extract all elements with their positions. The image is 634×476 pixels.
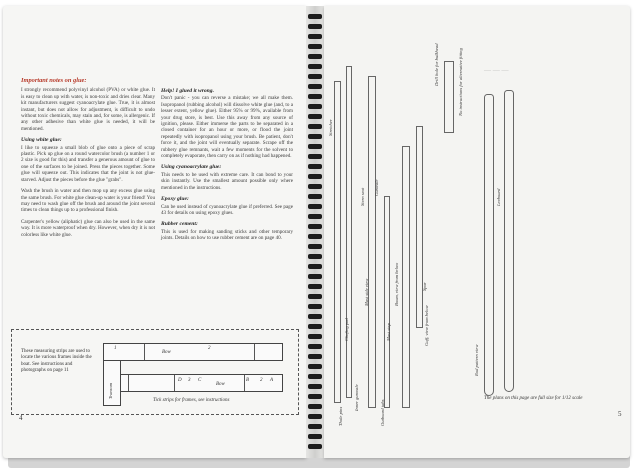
strip-letter: D — [178, 378, 182, 383]
spiral-coil — [308, 64, 322, 69]
spiral-coil — [308, 304, 322, 309]
label-rod-pattern: Rod pattern view — [474, 344, 479, 376]
spiral-booklet — [3, 6, 631, 464]
label-spar: Spar — [422, 282, 427, 291]
spiral-coil — [308, 34, 322, 39]
label-inner-gunwale: Inner gunwale — [354, 384, 359, 411]
spiral-coil — [308, 14, 322, 19]
label-no-instructions: No instructions for alternative fitting — [458, 48, 463, 116]
strip-letter: A — [270, 378, 274, 383]
spiral-coil — [308, 264, 322, 269]
right-page — [324, 6, 630, 458]
plan-leeboard-left — [484, 94, 494, 396]
label-leeboard: Leeboard — [496, 188, 501, 206]
strip-tick — [174, 375, 175, 391]
white-glue-paragraph: I like to squeeze a small blob of glue onto a piece of scrap plastic. Pick up glue on a round watercolor brush (a number 1 or 2 size is good for this) and transfer a generous amount of glue to one of the surfaces to be joined. Press the pieces together. Some glue will squeeze out. This indicates that the joint is not glue-starved. Adjust the pieces before the glue "grabs". — [21, 144, 155, 183]
spiral-coil — [308, 154, 322, 159]
heading-notes-on-glue: Important notes on glue: — [21, 77, 87, 84]
label-gaff: Gaff, view from below — [424, 305, 429, 346]
strip-tick — [244, 375, 245, 391]
spiral-coil — [308, 334, 322, 339]
spiral-coil — [308, 364, 322, 369]
spiral-coil — [308, 314, 322, 319]
spiral-coil — [308, 434, 322, 439]
strip-tick — [144, 344, 145, 360]
spiral-coil — [308, 324, 322, 329]
strip-letter: B — [246, 378, 250, 383]
spiral-binding — [308, 14, 322, 454]
spiral-coil — [308, 94, 322, 99]
spiral-coil — [308, 24, 322, 29]
plan-leeboard-right — [504, 90, 514, 392]
heading-cyanoacrylate: Using cyanoacrylate glue: — [161, 164, 222, 171]
cyanoacrylate-paragraph: This needs to be used with extreme care. It can bond to your skin instantly. Use the smallest amount possible only where mentioned in the instructions. — [161, 171, 293, 191]
plan-bulkhead — [444, 61, 454, 133]
strip-letter: 3 — [188, 378, 191, 383]
spiral-coil — [308, 164, 322, 169]
spiral-coil — [308, 84, 322, 89]
left-column — [21, 78, 155, 243]
spiral-coil — [308, 384, 322, 389]
spiral-coil — [308, 214, 322, 219]
spiral-coil — [308, 124, 322, 129]
spiral-coil — [308, 444, 322, 449]
spiral-coil — [308, 244, 322, 249]
strip-number: 1 — [114, 346, 117, 351]
strip-number: 2 — [208, 346, 211, 351]
label-stern-seat: Stern seat — [360, 187, 365, 206]
spiral-coil — [308, 54, 322, 59]
spiral-coil — [308, 194, 322, 199]
plan-mast — [368, 76, 376, 408]
spiral-coil — [308, 174, 322, 179]
spiral-coil — [308, 114, 322, 119]
transom-strip — [103, 360, 121, 406]
spiral-coil — [308, 294, 322, 299]
heading-rubber-cement: Rubber cement: — [161, 221, 198, 228]
measuring-strips-note: These measuring strips are used to locate the various frames inside the boat. See instructions and photographs on page 11 — [21, 349, 92, 373]
strip-label-bow: Bow — [162, 350, 171, 355]
plan-stretcher — [334, 81, 341, 403]
spiral-coil — [308, 134, 322, 139]
plan-inner-gunwale — [346, 66, 352, 398]
strip-letter: C — [198, 378, 202, 383]
spiral-coil — [308, 104, 322, 109]
strip-label-transom: Transom — [108, 382, 113, 399]
spiral-coil — [308, 144, 322, 149]
heading-help: Help! I glued it wrong. — [161, 88, 214, 94]
strip-tick — [254, 344, 255, 360]
spiral-coil — [308, 284, 322, 289]
label-stretcher: Stretcher — [328, 119, 333, 136]
plans-caption: The plans on this page are full size for 1/12 scale — [484, 396, 583, 401]
show-through-text: — — — — [484, 66, 509, 74]
spiral-coil — [308, 204, 322, 209]
spiral-coil — [308, 414, 322, 419]
spiral-coil — [308, 274, 322, 279]
strip-tick — [128, 375, 129, 391]
strip-caption: Tick strips for frames, see instructions — [153, 398, 230, 403]
label-drill-hole: Drill hole for bulkhead — [434, 43, 439, 86]
plan-gaff — [416, 126, 423, 328]
epoxy-paragraph: Can be used instead of cyanoacrylate glue if preferred. See page 43 for details on using epoxy glues. — [161, 203, 293, 216]
tick-strip-top — [103, 343, 283, 361]
spiral-coil — [308, 234, 322, 239]
label-mast-step: Mast step — [386, 323, 391, 341]
strip-letter: 2 — [260, 378, 263, 383]
spiral-coil — [308, 354, 322, 359]
spiral-coil — [308, 374, 322, 379]
spiral-coil — [308, 224, 322, 229]
carpenter-glue-paragraph: Carpenter's yellow (aliphatic) glue can also be used in the same way. It is more waterproof when dry. However, when dry it is not colorless like white glue. — [21, 218, 155, 238]
spiral-coil — [308, 74, 322, 79]
rubber-cement-paragraph: This is used for making sanding sticks and other temporary joints. Details on how to use rubber cement are on page 40. — [161, 228, 293, 242]
heading-using-white-glue: Using white glue: — [21, 137, 62, 144]
right-column — [161, 88, 293, 247]
label-thole-pins: Thole pins — [338, 406, 343, 426]
spiral-coil — [308, 394, 322, 399]
tick-strip-bottom — [103, 374, 283, 392]
label-gunwale: Gunwale — [374, 179, 379, 196]
heading-epoxy: Epoxy glue: — [161, 196, 189, 203]
wash-paragraph: Wash the brush in water and then mop up any excess glue using the same brush. For white glue clean-up water is your friend! You may need to wash glue off the brush and around the joint several times to clean things up to a professional finish. — [21, 188, 155, 214]
page-number-left: 4 — [19, 414, 23, 422]
spiral-coil — [308, 404, 322, 409]
spiral-coil — [308, 254, 322, 259]
label-boom: Boom, view from below — [394, 262, 399, 306]
label-chafing-pad: Chafing pad — [344, 318, 349, 341]
page-number-right: 5 — [618, 410, 622, 418]
strip-label-bow-2: Bow — [216, 382, 225, 387]
label-mast-side-view: Mast side view — [364, 278, 369, 306]
label-outboard-tabs: Outboard tabs — [380, 399, 385, 426]
spiral-coil — [308, 184, 322, 189]
left-page — [3, 6, 306, 458]
help-paragraph: Don't panic - you can reverse a mistake; we all make them. Isopropanol (rubbing alcohol) will dissolve white glue (and, to a lesser extent, yellow glue). Either 95% or 99%, available from your drug store, is best. Use this away from any source of ignition, please. Either immerse the parts to be separated in a closed container for an hour or more, or flood the joint repeatedly with isopropanol using your brush. Be patient, don't force it, and the joint will eventually separate. Scrape off the rubbery glue remnants, wait a few moments for the solvent to completely evaporate, then carry on as if nothing had happened. — [161, 95, 293, 160]
plan-boom — [402, 146, 410, 408]
spiral-coil — [308, 344, 322, 349]
spiral-coil — [308, 424, 322, 429]
spiral-coil — [308, 44, 322, 49]
intro-paragraph: I strongly recommend polyvinyl alcohol (PVA) or white glue. It is easy to clean up with water, is non-toxic and dries clear. Many kit manufacturers suggest cyanoacrylate glue. True, it is almost instant, but does not allow for adjustment, is difficult to undo without toxic chemicals, may stain and, for some, is allergenic. If any other adhesive than white glue is needed, it will be mentioned. — [21, 87, 155, 132]
plan-gunwale — [384, 196, 390, 408]
